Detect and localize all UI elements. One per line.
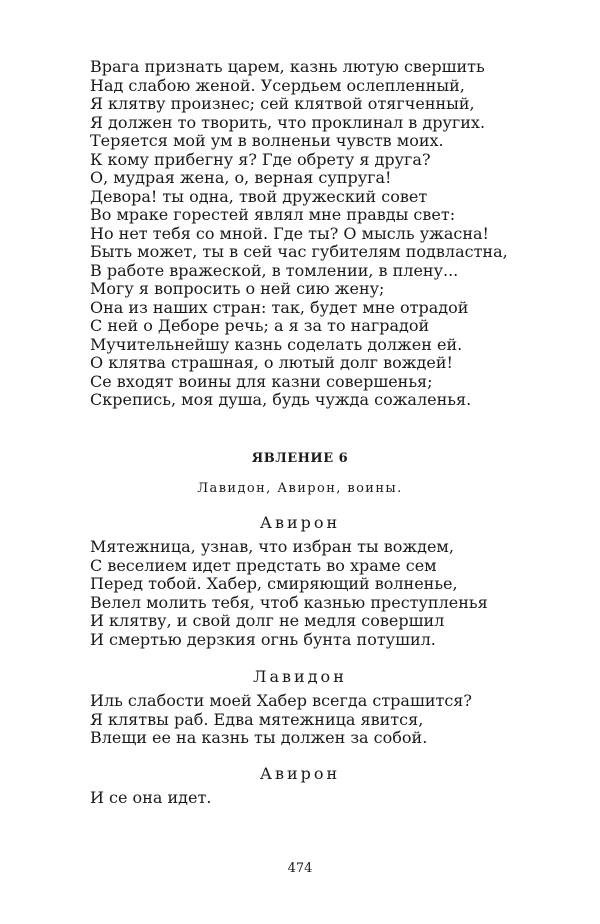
verse-block-speech xyxy=(90,538,530,649)
verse-line: Но нет тебя со мной. Где ты? О мысль ужасна! xyxy=(90,223,489,243)
verse-line: Скрепись, моя душа, будь чужда сожаленья. xyxy=(90,390,472,409)
verse-line: Я клятвы раб. Едва мятежница явится, xyxy=(90,709,424,729)
verse-line: Влещи ее на казнь ты должен за собой. xyxy=(90,728,428,747)
verse-line: Иль слабости моей Хабер всегда страшится? xyxy=(90,691,472,710)
verse-line: Перед тобой. Хабер, смиряющий волненье, xyxy=(90,574,458,593)
verse-line: В работе вражеской, в томлении, в плену... xyxy=(90,260,459,280)
verse-line: О клятва страшная, о лютый долг вождей! xyxy=(90,353,453,372)
verse-line: Над слабою женой. Усердьем ослепленный, xyxy=(90,75,465,95)
verse-line: Мятежница, узнав, что избран ты вождем, xyxy=(90,537,454,556)
verse-line: О, мудрая жена, о, верная супруга! xyxy=(90,168,392,187)
verse-line: С ней о Деборе речь; а я за то наградой xyxy=(90,316,430,335)
scene-cast-list: Лавидон, Авирон, воины. xyxy=(197,481,403,496)
verse-line: И смертью дерзкия огнь бунта потушил. xyxy=(90,629,436,649)
verse-block-opening xyxy=(90,58,530,410)
scene-heading: ЯВЛЕНИЕ 6 xyxy=(251,451,349,466)
verse-line: Велел молить тебя, чтоб казнью преступленья xyxy=(90,592,488,612)
verse-line: С веселием идет предстать во храме сем xyxy=(90,555,437,575)
verse-line: Она из наших стран: так, будет мне отрадой xyxy=(90,297,469,317)
speaker-name: Лавидон xyxy=(253,667,347,686)
speaker-name: Авирон xyxy=(259,513,341,532)
verse-line: Мучительнейшу казнь соделать должен ей. xyxy=(90,334,463,354)
verse-line: Се входят воины для казни совершенья; xyxy=(90,371,433,391)
verse-block-speech xyxy=(90,789,530,808)
page-number: 474 xyxy=(287,861,313,876)
verse-line: Девора! ты одна, твой дружеский совет xyxy=(90,186,428,206)
verse-line: Врага признать царем, казнь лютую свершить xyxy=(90,57,485,76)
speaker-name: Авирон xyxy=(259,764,341,783)
verse-line: Быть может, ты в сей час губителям подвластна, xyxy=(90,242,508,261)
verse-line: Могу я вопросить о ней сию жену; xyxy=(90,279,385,298)
verse-block-speech xyxy=(90,692,530,748)
verse-line: Во мраке горестей являл мне правды свет: xyxy=(90,205,456,224)
verse-line: Я должен то творить, что проклинал в других. xyxy=(90,112,486,132)
verse-line: И клятву, и свой долг не медля совершил xyxy=(90,611,445,630)
verse-line: Теряется мой ум в волненьи чувств моих. xyxy=(90,131,444,150)
verse-line: Я клятву произнес; сей клятвой отягченный, xyxy=(90,94,475,113)
verse-line: И се она идет. xyxy=(90,788,212,807)
verse-line: К кому прибегну я? Где обрету я друга? xyxy=(90,149,431,169)
